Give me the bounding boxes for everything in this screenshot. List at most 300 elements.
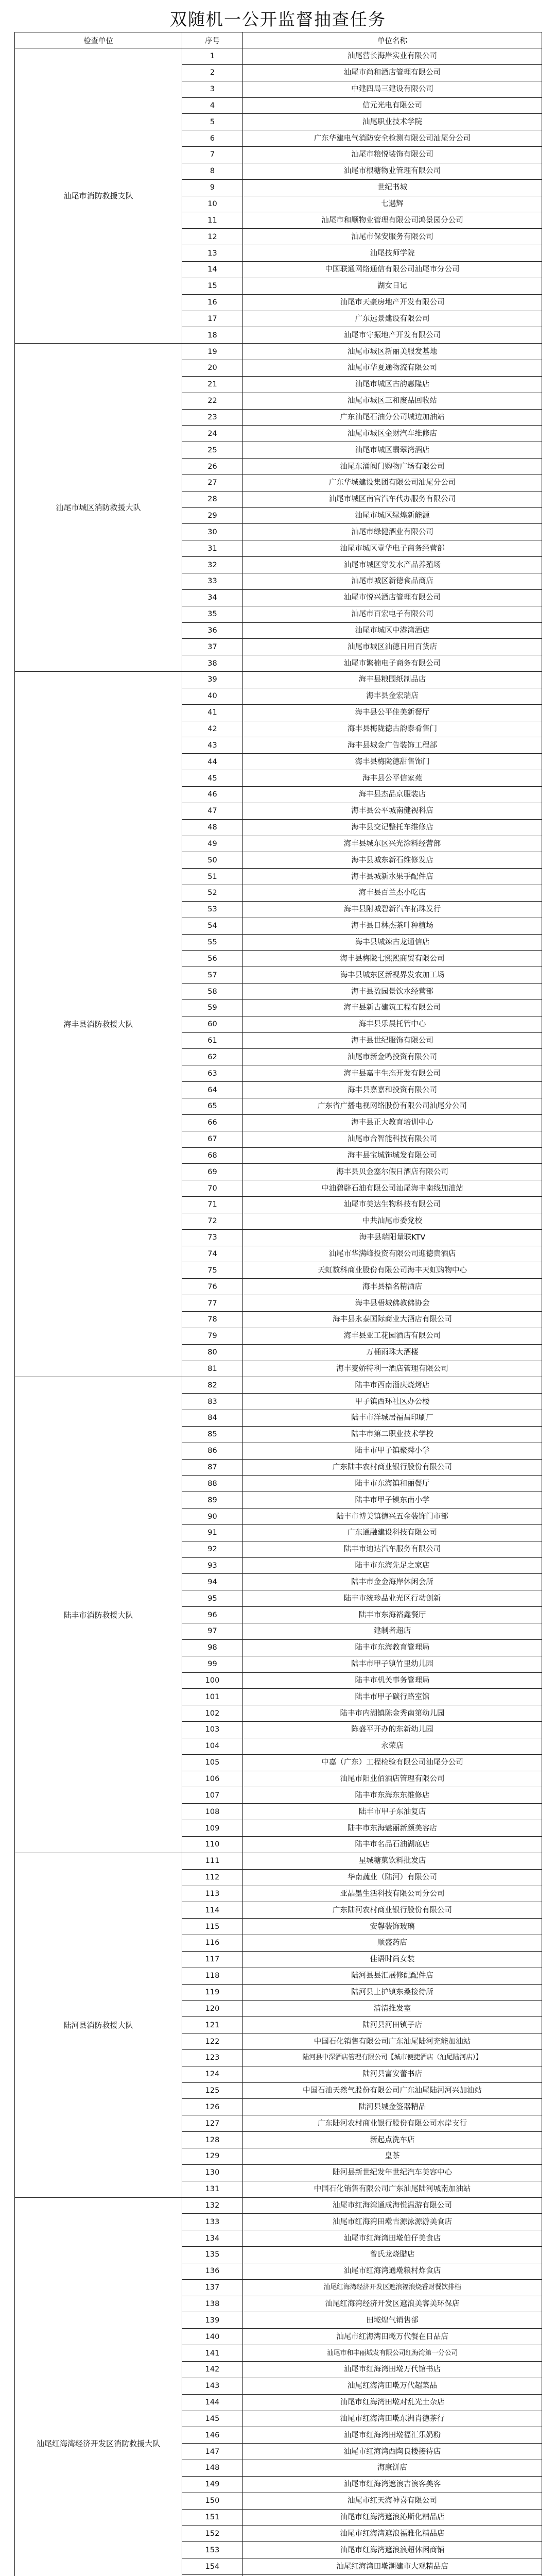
serial-number-cell: 46 — [182, 786, 243, 803]
serial-number-cell: 53 — [182, 901, 243, 918]
serial-number-cell: 92 — [182, 1541, 243, 1557]
company-name-cell: 陈盛平开办的东新幼儿园 — [243, 1722, 542, 1738]
serial-number-cell: 125 — [182, 2082, 243, 2099]
serial-number-cell: 24 — [182, 426, 243, 442]
company-name-cell: 海丰县梅陇七熙熙商贸有限公司 — [243, 951, 542, 967]
company-name-cell: 汕尾市红海湾通成海悦温游有限公司 — [243, 2197, 542, 2214]
company-name-cell: 海丰县梧名精酒店 — [243, 1279, 542, 1295]
serial-number-cell: 148 — [182, 2460, 243, 2477]
serial-number-cell: 142 — [182, 2361, 243, 2378]
serial-number-cell: 3 — [182, 81, 243, 97]
serial-number-cell: 88 — [182, 1476, 243, 1492]
company-name-cell: 陆丰市西南淄庆烧烤店 — [243, 1377, 542, 1394]
company-name-cell: 海丰县公平信家苑 — [243, 770, 542, 787]
serial-number-cell: 95 — [182, 1590, 243, 1607]
serial-number-cell: 33 — [182, 573, 243, 590]
serial-number-cell: 131 — [182, 2181, 243, 2197]
serial-number-cell: 135 — [182, 2247, 243, 2263]
company-name-cell: 陆丰市金金海岸休闲会所 — [243, 1574, 542, 1590]
inspection-unit-cell: 汕尾红海湾经济开发区消防救援大队 — [15, 2197, 182, 2576]
company-name-cell: 陆河县富安蕾书店 — [243, 2066, 542, 2082]
company-name-cell: 汕尾市合智能科技有限公司 — [243, 1131, 542, 1147]
serial-number-cell: 117 — [182, 1951, 243, 1968]
company-name-cell: 汕尾市红海湾西陶良楼接待店 — [243, 2444, 542, 2460]
company-name-cell: 汕尾市城区三和废品回收站 — [243, 393, 542, 409]
company-name-cell: 海丰麦娇特利一酒店管理有限公司 — [243, 1361, 542, 1377]
company-name-cell: 汕尾市悦兴酒店管理有限公司 — [243, 589, 542, 606]
company-name-cell: 海丰县金宏瑞店 — [243, 688, 542, 704]
company-name-cell: 汕尾市城区新德食品商店 — [243, 573, 542, 590]
company-name-cell: 陆丰市东海教育管理局 — [243, 1639, 542, 1656]
inspection-unit-cell: 海丰县消防救援大队 — [15, 672, 182, 1377]
company-name-cell: 汕尾红海湾田墘潮建市大观精品店 — [243, 2558, 542, 2575]
serial-number-cell: 85 — [182, 1426, 243, 1443]
column-header-unit: 检查单位 — [15, 32, 182, 48]
serial-number-cell: 66 — [182, 1114, 243, 1131]
company-name-cell: 汕尾市城区新丽美服发基地 — [243, 344, 542, 360]
serial-number-cell: 141 — [182, 2345, 243, 2362]
company-name-cell: 汕尾市繁楠电子商务有限公司 — [243, 655, 542, 672]
serial-number-cell: 73 — [182, 1229, 243, 1246]
company-name-cell: 陆丰市博美镇德兴五金装饰门市部 — [243, 1509, 542, 1525]
company-name-cell: 汕尾营长海岸实业有限公司 — [243, 48, 542, 65]
serial-number-cell: 116 — [182, 1935, 243, 1952]
company-name-cell: 陆丰市第二职业技术学校 — [243, 1426, 542, 1443]
company-name-cell: 陆丰市迪达汽车服务有限公司 — [243, 1541, 542, 1557]
serial-number-cell: 134 — [182, 2230, 243, 2247]
serial-number-cell: 87 — [182, 1459, 243, 1476]
company-name-cell: 海丰县新古建筑工程有限公司 — [243, 999, 542, 1016]
company-name-cell: 陆河县新世纪发年世纪汽车美容中心 — [243, 2164, 542, 2181]
company-name-cell: 广东汕尾石油分公司城边加油站 — [243, 409, 542, 426]
inspection-unit-cell: 汕尾市城区消防救援大队 — [15, 344, 182, 672]
company-name-cell: 汕尾市百宏电子有限公司 — [243, 606, 542, 622]
serial-number-cell: 89 — [182, 1492, 243, 1509]
serial-number-cell: 59 — [182, 999, 243, 1016]
company-name-cell: 海丰县瑞阳量联KTV — [243, 1229, 542, 1246]
serial-number-cell: 58 — [182, 984, 243, 1000]
serial-number-cell: 80 — [182, 1344, 243, 1361]
serial-number-cell: 70 — [182, 1180, 243, 1197]
company-name-cell: 永荣店 — [243, 1738, 542, 1754]
company-name-cell: 陆丰市东海魅丽新颜美容店 — [243, 1820, 542, 1837]
serial-number-cell: 61 — [182, 1032, 243, 1049]
company-name-cell: 广东华城建设集团有限公司汕尾分公司 — [243, 474, 542, 491]
company-name-cell: 海丰县贝金塞尔假日酒店有限公司 — [243, 1164, 542, 1180]
serial-number-cell: 47 — [182, 803, 243, 819]
company-name-cell: 汕尾市城区汕德日用百货店 — [243, 639, 542, 655]
company-name-cell: 陆丰市甲子碳行路室馆 — [243, 1689, 542, 1705]
serial-number-cell: 76 — [182, 1279, 243, 1295]
serial-number-cell: 5 — [182, 114, 243, 130]
company-name-cell: 海丰县盈园景饮水经营部 — [243, 984, 542, 1000]
company-name-cell: 佳语时尚女装 — [243, 1951, 542, 1968]
company-name-cell: 广东省广播电视网络股份有限公司汕尾分公司 — [243, 1098, 542, 1115]
company-name-cell: 汕尾市守振地产开发有限公司 — [243, 327, 542, 344]
company-name-cell: 华南蔬业（陆河）有限公司 — [243, 1869, 542, 1886]
company-name-cell: 广东陆丰农村商业银行股份有限公司 — [243, 1459, 542, 1476]
company-name-cell: 陆河县中深酒店管理有限公司【城市便捷酒店（汕尾陆河店）】 — [243, 2049, 542, 2066]
serial-number-cell: 137 — [182, 2279, 243, 2296]
company-name-cell: 万桶雨珠大酒楼 — [243, 1344, 542, 1361]
serial-number-cell: 45 — [182, 770, 243, 787]
serial-number-cell: 31 — [182, 540, 243, 557]
serial-number-cell: 60 — [182, 1016, 243, 1032]
table-row — [15, 1377, 542, 1394]
company-name-cell: 海丰县亚工花园酒店有限公司 — [243, 1328, 542, 1344]
serial-number-cell: 113 — [182, 1886, 243, 1902]
company-name-cell: 汕尾市红海湾遮浪福雅化精品店 — [243, 2526, 542, 2542]
company-name-cell: 海康饼店 — [243, 2460, 542, 2477]
company-name-cell: 陆丰市洋城居福昌印刷厂 — [243, 1410, 542, 1427]
serial-number-cell: 52 — [182, 885, 243, 902]
page-title: 双随机一公开监督抽查任务 — [170, 9, 386, 29]
serial-number-cell: 39 — [182, 672, 243, 688]
company-name-cell: 陆丰市甲子镇竹里幼儿园 — [243, 1656, 542, 1672]
serial-number-cell: 86 — [182, 1443, 243, 1459]
company-name-cell: 汕尾市城区穿发水产品养殖场 — [243, 557, 542, 573]
serial-number-cell: 30 — [182, 524, 243, 540]
table-body — [15, 48, 542, 2576]
company-name-cell: 汕尾市新金鸣投资有限公司 — [243, 1049, 542, 1065]
serial-number-cell: 102 — [182, 1705, 243, 1722]
serial-number-cell: 41 — [182, 704, 243, 721]
company-name-cell: 新起点洗车店 — [243, 2132, 542, 2148]
serial-number-cell: 105 — [182, 1754, 243, 1771]
serial-number-cell: 128 — [182, 2132, 243, 2148]
company-name-cell: 海丰县乐晨托管中心 — [243, 1016, 542, 1032]
serial-number-cell: 133 — [182, 2214, 243, 2230]
serial-number-cell: 121 — [182, 2017, 243, 2033]
serial-number-cell: 4 — [182, 97, 243, 114]
serial-number-cell: 115 — [182, 1919, 243, 1935]
company-name-cell: 海丰县梧城佛教佛协会 — [243, 1295, 542, 1312]
company-name-cell: 中油碧辟石油有限公司汕尾海丰南线加油站 — [243, 1180, 542, 1197]
company-name-cell: 汕尾市红海湾田墘万代馆书店 — [243, 2361, 542, 2378]
company-name-cell: 海丰县百兰杰小吃店 — [243, 885, 542, 902]
serial-number-cell: 10 — [182, 196, 243, 212]
serial-number-cell: 136 — [182, 2263, 243, 2279]
company-name-cell: 汕尾市美达生物科技有限公司 — [243, 1197, 542, 1213]
company-name-cell: 汕尾市城区中港湾酒店 — [243, 622, 542, 639]
company-name-cell: 海丰县嘉丰生态开发有限公司 — [243, 1065, 542, 1082]
column-header-number: 序号 — [182, 32, 243, 48]
company-name-cell: 汕尾市红海湾遮浪沁斯化精品店 — [243, 2509, 542, 2526]
company-name-cell: 汕尾市粮悦装饰有限公司 — [243, 147, 542, 163]
company-name-cell: 陆丰市东海东东维修店 — [243, 1787, 542, 1804]
serial-number-cell: 98 — [182, 1639, 243, 1656]
company-name-cell: 陆丰市甲子东油复店 — [243, 1804, 542, 1820]
serial-number-cell: 110 — [182, 1836, 243, 1853]
serial-number-cell: 20 — [182, 360, 243, 377]
serial-number-cell: 154 — [182, 2558, 243, 2575]
serial-number-cell: 22 — [182, 393, 243, 409]
serial-number-cell: 100 — [182, 1672, 243, 1689]
company-name-cell: 广东华建电气消防安全检测有限公司汕尾分公司 — [243, 130, 542, 147]
serial-number-cell: 48 — [182, 819, 243, 836]
serial-number-cell: 79 — [182, 1328, 243, 1344]
serial-number-cell: 63 — [182, 1065, 243, 1082]
serial-number-cell: 50 — [182, 852, 243, 869]
serial-number-cell: 51 — [182, 869, 243, 885]
serial-number-cell: 13 — [182, 245, 243, 262]
serial-number-cell: 7 — [182, 147, 243, 163]
company-name-cell: 陆丰市甲子镇聚舜小学 — [243, 1443, 542, 1459]
serial-number-cell: 64 — [182, 1082, 243, 1098]
company-name-cell: 汕尾市城区南宫汽车代办服务有限公司 — [243, 491, 542, 507]
company-name-cell: 中国联通网络通信有限公司汕尾市分公司 — [243, 261, 542, 278]
serial-number-cell: 99 — [182, 1656, 243, 1672]
company-name-cell: 广东陆河农村商业银行股份有限公司水岸支行 — [243, 2115, 542, 2132]
serial-number-cell: 147 — [182, 2444, 243, 2460]
company-name-cell: 汕尾职业技术学院 — [243, 114, 542, 130]
company-name-cell: 汕尾市华满峰投资有限公司迎德贵酒店 — [243, 1246, 542, 1262]
serial-number-cell: 90 — [182, 1509, 243, 1525]
serial-number-cell: 69 — [182, 1164, 243, 1180]
serial-number-cell: 146 — [182, 2427, 243, 2444]
serial-number-cell: 96 — [182, 1607, 243, 1623]
company-name-cell: 汕尾市红海湾田墘对乱光土杂店 — [243, 2394, 542, 2411]
serial-number-cell: 62 — [182, 1049, 243, 1065]
company-name-cell: 陆丰市甲子镇东南小学 — [243, 1492, 542, 1509]
serial-number-cell: 19 — [182, 344, 243, 360]
serial-number-cell: 71 — [182, 1197, 243, 1213]
serial-number-cell: 111 — [182, 1853, 243, 1869]
company-name-cell: 陆丰市东海裕鑫餐厅 — [243, 1607, 542, 1623]
company-name-cell: 汕尾市红海湾通墘粮村炸食店 — [243, 2263, 542, 2279]
serial-number-cell: 42 — [182, 721, 243, 737]
company-name-cell: 海丰县正大教育培训中心 — [243, 1114, 542, 1131]
serial-number-cell: 120 — [182, 2001, 243, 2017]
company-name-cell: 中国石化销售有限公司广东汕尾陆河充能加油站 — [243, 2033, 542, 2050]
company-name-cell: 顺盛药店 — [243, 1935, 542, 1952]
serial-number-cell: 38 — [182, 655, 243, 672]
company-name-cell: 汕尾市红天海神喜有限公司 — [243, 2493, 542, 2509]
inspection-table — [14, 32, 542, 2576]
serial-number-cell: 126 — [182, 2099, 243, 2115]
serial-number-cell: 32 — [182, 557, 243, 573]
company-name-cell: 清清推发室 — [243, 2001, 542, 2017]
table-row — [15, 48, 542, 65]
serial-number-cell: 43 — [182, 737, 243, 754]
company-name-cell: 汕尾市城区绿煌新能源 — [243, 507, 542, 524]
company-name-cell: 汕尾市和顺物业管理有限公司鸿景园分公司 — [243, 212, 542, 229]
company-name-cell: 汕尾市根糖物业管理有限公司 — [243, 163, 542, 179]
serial-number-cell: 81 — [182, 1361, 243, 1377]
serial-number-cell: 129 — [182, 2148, 243, 2165]
serial-number-cell: 49 — [182, 836, 243, 852]
company-name-cell: 建制者超店 — [243, 1623, 542, 1640]
serial-number-cell: 18 — [182, 327, 243, 344]
serial-number-cell: 97 — [182, 1623, 243, 1640]
company-name-cell: 汕尾市红海湾田墘福汇乐奶粉 — [243, 2427, 542, 2444]
serial-number-cell: 12 — [182, 229, 243, 245]
serial-number-cell: 56 — [182, 951, 243, 967]
serial-number-cell: 8 — [182, 163, 243, 179]
company-name-cell: 甲子镇西环社区办公楼 — [243, 1394, 542, 1410]
table-row — [15, 2197, 542, 2214]
serial-number-cell: 132 — [182, 2197, 243, 2214]
serial-number-cell: 27 — [182, 474, 243, 491]
serial-number-cell: 40 — [182, 688, 243, 704]
company-name-cell: 信元光电有限公司 — [243, 97, 542, 114]
serial-number-cell: 112 — [182, 1869, 243, 1886]
serial-number-cell: 151 — [182, 2509, 243, 2526]
company-name-cell: 海丰县梅陇德古韵泰肴售门 — [243, 721, 542, 737]
serial-number-cell: 17 — [182, 311, 243, 327]
serial-number-cell: 28 — [182, 491, 243, 507]
serial-number-cell: 91 — [182, 1524, 243, 1541]
serial-number-cell: 150 — [182, 2493, 243, 2509]
serial-number-cell: 94 — [182, 1574, 243, 1590]
company-name-cell: 天虹数科商业股份有限公司海丰天虹购物中心 — [243, 1262, 542, 1279]
company-name-cell: 海丰县永泰国际商业大酒店有限公司 — [243, 1311, 542, 1328]
serial-number-cell: 118 — [182, 1968, 243, 1984]
serial-number-cell: 34 — [182, 589, 243, 606]
company-name-cell: 汕尾市城区金财汽车维修店 — [243, 426, 542, 442]
company-name-cell: 汕尾技师学院 — [243, 245, 542, 262]
serial-number-cell: 124 — [182, 2066, 243, 2082]
serial-number-cell: 107 — [182, 1787, 243, 1804]
company-name-cell: 陆丰市统珍品业光区行动创新 — [243, 1590, 542, 1607]
header-row — [15, 32, 542, 48]
serial-number-cell: 15 — [182, 278, 243, 294]
company-name-cell: 七遇辉 — [243, 196, 542, 212]
serial-number-cell: 109 — [182, 1820, 243, 1837]
serial-number-cell: 101 — [182, 1689, 243, 1705]
company-name-cell: 汕尾市红海湾遮浪浪超休闲商铺 — [243, 2542, 542, 2558]
serial-number-cell: 83 — [182, 1394, 243, 1410]
company-name-cell: 世纪书城 — [243, 179, 542, 196]
company-name-cell: 海丰县附城碧新汽车拓珠发行 — [243, 901, 542, 918]
company-name-cell: 亚晶墨生活科技有限公司分公司 — [243, 1886, 542, 1902]
serial-number-cell: 25 — [182, 442, 243, 459]
serial-number-cell: 93 — [182, 1557, 243, 1574]
company-name-cell: 星城糖菓饮料批发店 — [243, 1853, 542, 1869]
company-name-cell: 陆丰市东海先足之家店 — [243, 1557, 542, 1574]
column-header-name: 单位名称 — [243, 32, 542, 48]
serial-number-cell: 29 — [182, 507, 243, 524]
serial-number-cell: 14 — [182, 261, 243, 278]
serial-number-cell: 130 — [182, 2164, 243, 2181]
serial-number-cell: 78 — [182, 1311, 243, 1328]
serial-number-cell: 139 — [182, 2312, 243, 2329]
serial-number-cell: 36 — [182, 622, 243, 639]
serial-number-cell: 21 — [182, 376, 243, 393]
company-name-cell: 汕尾红海湾田墘万代超菜品 — [243, 2378, 542, 2394]
company-name-cell: 中嘉（广东）工程检验有限公司汕尾分公司 — [243, 1754, 542, 1771]
company-name-cell: 海丰县城新水果手配件店 — [243, 869, 542, 885]
serial-number-cell: 37 — [182, 639, 243, 655]
serial-number-cell: 82 — [182, 1377, 243, 1394]
company-name-cell: 海丰县粮围纸制品店 — [243, 672, 542, 688]
serial-number-cell: 119 — [182, 1984, 243, 2001]
company-name-cell: 海丰县城东区兴光涂料经营部 — [243, 836, 542, 852]
table-row — [15, 344, 542, 360]
company-name-cell: 汕尾市红海湾遮浪吉浪客美客 — [243, 2476, 542, 2493]
table-row — [15, 1853, 542, 1869]
serial-number-cell: 152 — [182, 2526, 243, 2542]
company-name-cell: 汕尾市阳业佰酒店管理有限公司 — [243, 1771, 542, 1787]
serial-number-cell: 103 — [182, 1722, 243, 1738]
company-name-cell: 中国石化销售有限公司广东汕尾陆河城南加油站 — [243, 2181, 542, 2197]
serial-number-cell: 11 — [182, 212, 243, 229]
serial-number-cell: 16 — [182, 294, 243, 311]
company-name-cell: 中建四局三建设有限公司 — [243, 81, 542, 97]
serial-number-cell: 26 — [182, 459, 243, 475]
serial-number-cell: 2 — [182, 64, 243, 81]
company-name-cell: 汕尾东涌阀门购物广场有限公司 — [243, 459, 542, 475]
company-name-cell: 汕尾市尚和酒店管理有限公司 — [243, 64, 542, 81]
company-name-cell: 广东远景建设有限公司 — [243, 311, 542, 327]
company-name-cell: 广东通融建设科技有限公司 — [243, 1524, 542, 1541]
serial-number-cell: 104 — [182, 1738, 243, 1754]
serial-number-cell: 35 — [182, 606, 243, 622]
company-name-cell: 陆丰市机关事务管理局 — [243, 1672, 542, 1689]
serial-number-cell: 9 — [182, 179, 243, 196]
company-name-cell: 海丰县宝城饰城发有限公司 — [243, 1147, 542, 1164]
company-name-cell: 汕尾市城区壹华电子商务经营部 — [243, 540, 542, 557]
company-name-cell: 海丰县城东区新视界发农加工场 — [243, 967, 542, 984]
table-header — [15, 32, 542, 48]
inspection-unit-cell: 汕尾市消防救援支队 — [15, 48, 182, 344]
serial-number-cell: 44 — [182, 754, 243, 770]
serial-number-cell: 6 — [182, 130, 243, 147]
serial-number-cell: 23 — [182, 409, 243, 426]
inspection-unit-cell: 陆丰市消防救援大队 — [15, 1377, 182, 1853]
serial-number-cell: 145 — [182, 2411, 243, 2427]
serial-number-cell: 75 — [182, 1262, 243, 1279]
serial-number-cell: 140 — [182, 2329, 243, 2345]
serial-number-cell: 122 — [182, 2033, 243, 2050]
company-name-cell: 海丰县城东新石维修发店 — [243, 852, 542, 869]
company-name-cell: 汕尾市和丰丽城发有限公司红海湾第一分公司 — [243, 2345, 542, 2362]
serial-number-cell: 68 — [182, 1147, 243, 1164]
company-name-cell: 汕尾红海湾经济开发区遮浪福浪烧香财餐饮排档 — [243, 2279, 542, 2296]
company-name-cell: 汕尾市保安服务有限公司 — [243, 229, 542, 245]
company-name-cell: 汕尾市绿健酒业有限公司 — [243, 524, 542, 540]
company-name-cell: 海丰县公平佳美新餐厅 — [243, 704, 542, 721]
company-name-cell: 海丰县嘉嘉和投资有限公司 — [243, 1082, 542, 1098]
company-name-cell: 海丰县城金广告装饰工程部 — [243, 737, 542, 754]
company-name-cell: 汕尾市华夏通物流有限公司 — [243, 360, 542, 377]
serial-number-cell: 144 — [182, 2394, 243, 2411]
company-name-cell: 汕尾红海湾经济开发区遮浪美客美环保店 — [243, 2296, 542, 2312]
company-name-cell: 中国石油天然气股份有限公司广东汕尾陆河河兴加油站 — [243, 2082, 542, 2099]
company-name-cell: 广东陆河农村商业银行股份有限公司 — [243, 1902, 542, 1919]
company-name-cell: 湖女日记 — [243, 278, 542, 294]
serial-number-cell: 72 — [182, 1213, 243, 1229]
serial-number-cell: 149 — [182, 2476, 243, 2493]
serial-number-cell: 54 — [182, 918, 243, 934]
company-name-cell: 陆河县上护镇东桑接待所 — [243, 1984, 542, 2001]
inspection-unit-cell: 陆河县消防救援大队 — [15, 1853, 182, 2197]
serial-number-cell: 123 — [182, 2049, 243, 2066]
serial-number-cell: 143 — [182, 2378, 243, 2394]
company-name-cell: 陆丰市名品石油湖底店 — [243, 1836, 542, 1853]
company-name-cell: 海丰县城辣古龙通信店 — [243, 934, 542, 951]
company-name-cell: 海丰县交记整托车维修店 — [243, 819, 542, 836]
serial-number-cell: 57 — [182, 967, 243, 984]
company-name-cell: 汕尾市城区古韵惠隆店 — [243, 376, 542, 393]
company-name-cell: 海丰县梅陇德甜售饰门 — [243, 754, 542, 770]
company-name-cell: 汕尾市红海湾田墘东洲肖德茶行 — [243, 2411, 542, 2427]
company-name-cell: 海丰县公平城南健视科店 — [243, 803, 542, 819]
company-name-cell: 海丰县世纪服饰有限公司 — [243, 1032, 542, 1049]
serial-number-cell: 84 — [182, 1410, 243, 1427]
company-name-cell: 海丰县杰品京服装店 — [243, 786, 542, 803]
company-name-cell: 曾氏龙烧腊店 — [243, 2247, 542, 2263]
